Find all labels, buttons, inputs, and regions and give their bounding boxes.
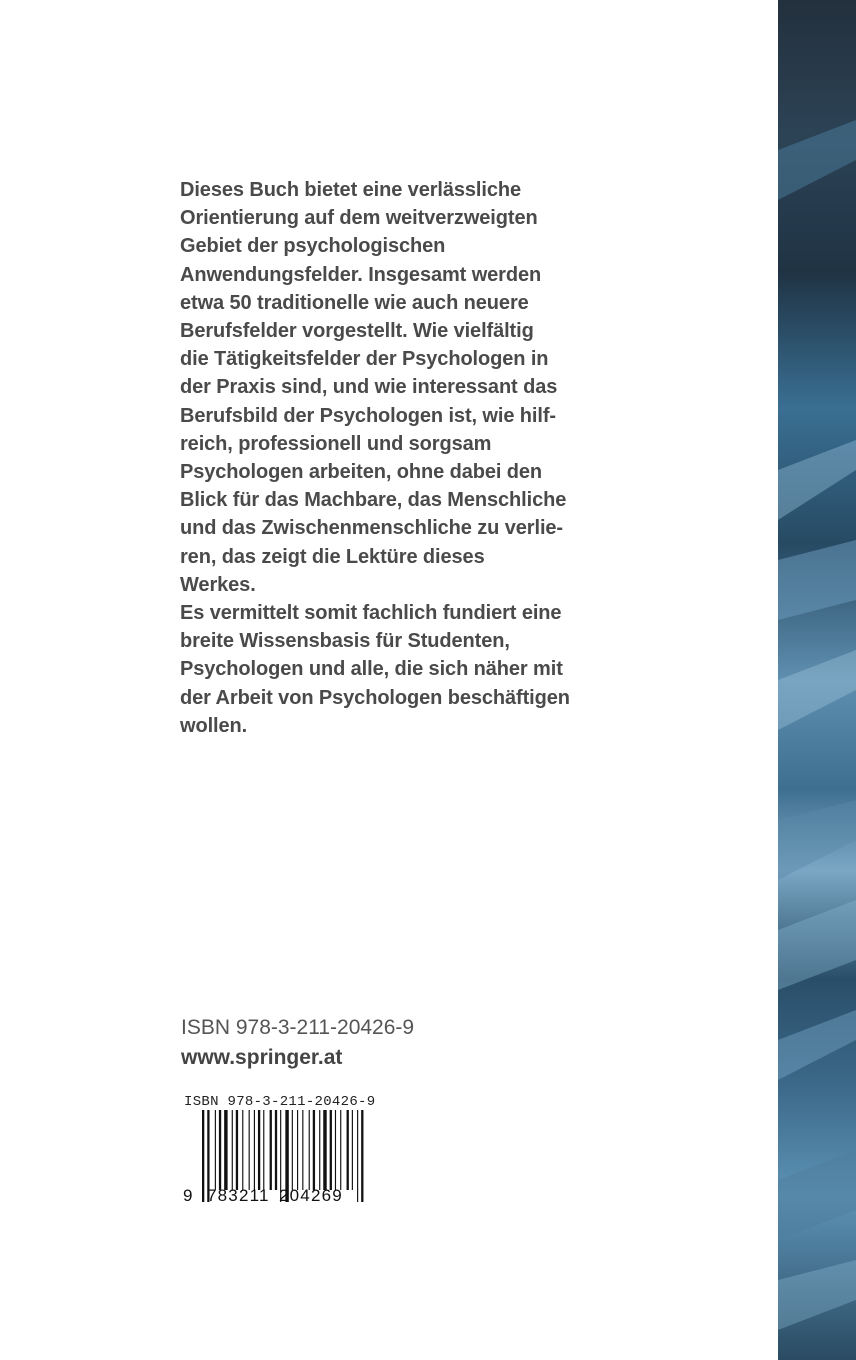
blurb-line: die Tätigkeitsfelder der Psychologen in (180, 348, 549, 371)
barcode-bar (347, 1110, 349, 1190)
barcode-bar (202, 1110, 204, 1202)
barcode-bar (232, 1110, 233, 1190)
barcode-digits-right: 204269 (279, 1186, 343, 1205)
blurb-line: der Praxis sind, und wie interessant das (180, 376, 558, 399)
blurb-line: breite Wissensbasis für Studenten, (180, 630, 510, 653)
barcode-bar (352, 1110, 353, 1190)
barcode-bar (340, 1110, 341, 1190)
barcode-bar (323, 1110, 326, 1190)
barcode-bar (302, 1110, 303, 1190)
barcode-digits-left: 783211 (207, 1186, 270, 1205)
isbn-barcode (182, 1094, 382, 1214)
barcode-bar (242, 1110, 243, 1190)
blurb-line: Gebiet der psychologischen (180, 235, 446, 258)
back-cover-blurb (180, 176, 600, 740)
barcode-bar (249, 1110, 250, 1190)
blurb-line: Anwendungsfelder. Insgesamt werden (180, 263, 542, 286)
publisher-website: www.springer.at (181, 1046, 343, 1069)
barcode-isbn-label: ISBN 978-3-211-20426-9 (184, 1094, 376, 1110)
blurb-line: reich, professionell und sorgsam (180, 432, 492, 455)
barcode-bar (292, 1110, 293, 1190)
blurb-line: Psychologen arbeiten, ohne dabei den (180, 461, 543, 484)
barcode-bar (219, 1110, 221, 1190)
blurb-line: Orientierung auf dem weitverzweigten (180, 207, 538, 230)
barcode-digit-first: 9 (183, 1186, 193, 1205)
barcode-bar (263, 1110, 264, 1190)
blurb-line: Es vermittelt somit fachlich fundiert eine (180, 602, 562, 625)
blurb-line: Berufsfelder vorgestellt. Wie vielfältig (180, 320, 534, 343)
blurb-line: etwa 50 traditionelle wie auch neuere (180, 291, 529, 314)
blurb-line: Werkes. (180, 573, 256, 596)
barcode-bar (297, 1110, 298, 1190)
blurb-line: Dieses Buch bietet eine verlässliche (180, 179, 522, 201)
barcode-bar (357, 1110, 358, 1202)
barcode-bar (275, 1110, 277, 1190)
isbn-number: ISBN 978-3-211-20426-9 (181, 1016, 415, 1039)
barcode-bar (258, 1110, 260, 1190)
barcode-bar (236, 1110, 238, 1190)
blurb-line: Berufsbild der Psychologen ist, wie hilf- (180, 404, 556, 427)
blurb-line: Psychologen und alle, die sich näher mit (180, 658, 563, 681)
barcode-bar (224, 1110, 227, 1190)
barcode-bar (313, 1110, 315, 1190)
barcode-bar (361, 1110, 363, 1202)
cover-spine-image (778, 0, 856, 1360)
blurb-line: wollen. (180, 714, 248, 737)
barcode-bar (309, 1110, 310, 1190)
blurb-line: ren, das zeigt die Lektüre dieses (180, 545, 485, 568)
barcode-bar (254, 1110, 255, 1190)
blurb-line: Blick für das Machbare, das Menschliche (180, 489, 567, 512)
blurb-line: und das Zwischenmenschliche zu verlie- (180, 517, 563, 540)
barcode-bar (270, 1110, 272, 1190)
barcode-bar (319, 1110, 320, 1190)
spine-light-streaks (778, 0, 856, 1360)
barcode-bar (330, 1110, 332, 1190)
barcode-bar (215, 1110, 216, 1190)
barcode-bar (335, 1110, 336, 1190)
blurb-line: der Arbeit von Psychologen beschäftigen (180, 686, 570, 709)
